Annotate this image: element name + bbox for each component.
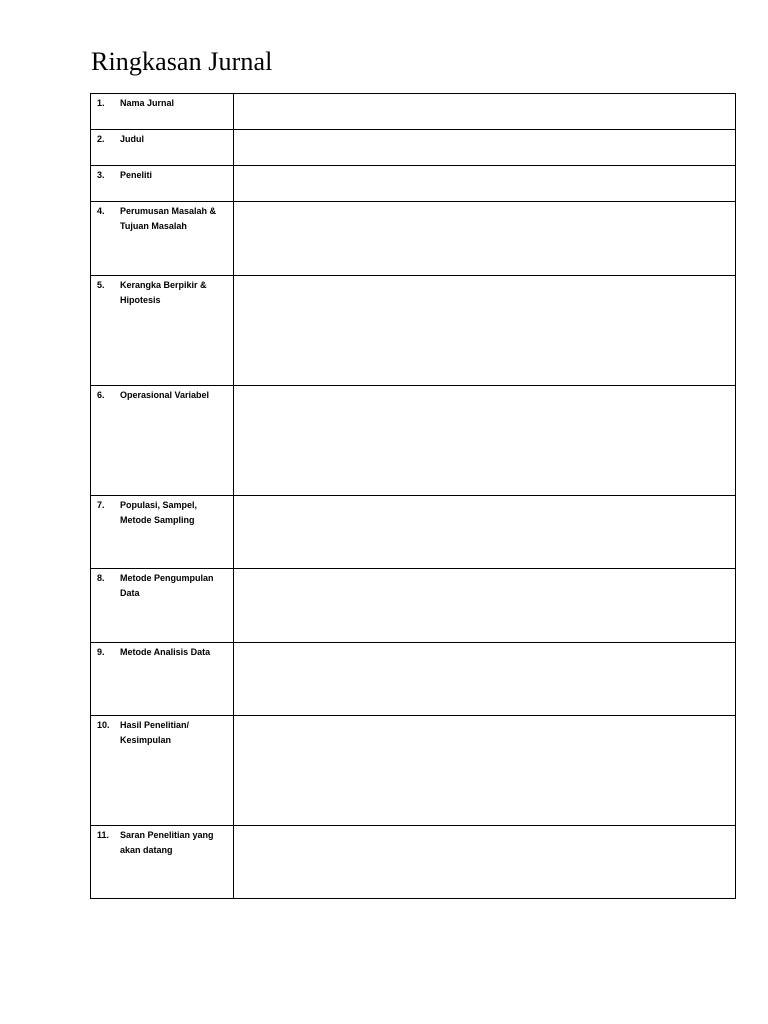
table-row <box>91 94 736 130</box>
item-number: 10. <box>97 720 110 730</box>
item-number: 5. <box>97 280 105 290</box>
item-number: 6. <box>97 390 105 400</box>
table-row <box>91 202 736 276</box>
peneliti-field[interactable] <box>234 166 736 202</box>
table-row <box>91 826 736 899</box>
operasional-variabel-field[interactable] <box>234 386 736 496</box>
populasi-sampel-field[interactable] <box>234 496 736 569</box>
item-number: 11. <box>97 830 110 840</box>
nama-jurnal-field[interactable] <box>234 94 736 130</box>
metode-analisis-data-field[interactable] <box>234 643 736 716</box>
item-number: 8. <box>97 573 105 583</box>
table-row <box>91 643 736 716</box>
row-label-cell <box>91 166 234 202</box>
item-number: 4. <box>97 206 105 216</box>
item-number: 2. <box>97 134 105 144</box>
row-label-cell <box>91 716 234 826</box>
item-label: Nama Jurnal <box>120 98 175 108</box>
table-row <box>91 569 736 643</box>
item-number: 1. <box>97 98 105 108</box>
table-row <box>91 276 736 386</box>
saran-penelitian-field[interactable] <box>234 826 736 899</box>
row-label-cell <box>91 94 234 130</box>
row-label-cell <box>91 643 234 716</box>
table-row <box>91 386 736 496</box>
row-label-cell <box>91 386 234 496</box>
item-number: 9. <box>97 647 105 657</box>
item-label: Hasil Penelitian/ Kesimpulan <box>120 720 190 745</box>
row-label-cell <box>91 826 234 899</box>
item-label: Operasional Variabel <box>120 390 210 400</box>
row-label-cell <box>91 130 234 166</box>
item-number: 7. <box>97 500 105 510</box>
document-title: Ringkasan Jurnal <box>91 47 273 76</box>
item-label: Metode Analisis Data <box>120 647 211 657</box>
item-label: Judul <box>120 134 144 144</box>
perumusan-masalah-field[interactable] <box>234 202 736 276</box>
row-label-cell <box>91 569 234 643</box>
journal-summary-table <box>90 93 736 899</box>
item-number: 3. <box>97 170 105 180</box>
judul-field[interactable] <box>234 130 736 166</box>
row-label-cell <box>91 202 234 276</box>
table-row <box>91 166 736 202</box>
item-label: Populasi, Sampel, Metode Sampling <box>120 500 198 525</box>
item-label: Kerangka Berpikir & Hipotesis <box>120 280 207 305</box>
item-label: Perumusan Masalah & Tujuan Masalah <box>120 206 217 231</box>
item-label: Saran Penelitian yang akan datang <box>120 830 214 855</box>
table-row <box>91 716 736 826</box>
item-label: Peneliti <box>120 170 153 180</box>
metode-pengumpulan-data-field[interactable] <box>234 569 736 643</box>
item-label: Metode Pengumpulan Data <box>120 573 214 598</box>
hasil-penelitian-field[interactable] <box>234 716 736 826</box>
row-label-cell <box>91 276 234 386</box>
table-row <box>91 496 736 569</box>
kerangka-berpikir-field[interactable] <box>234 276 736 386</box>
table-row <box>91 130 736 166</box>
row-label-cell <box>91 496 234 569</box>
